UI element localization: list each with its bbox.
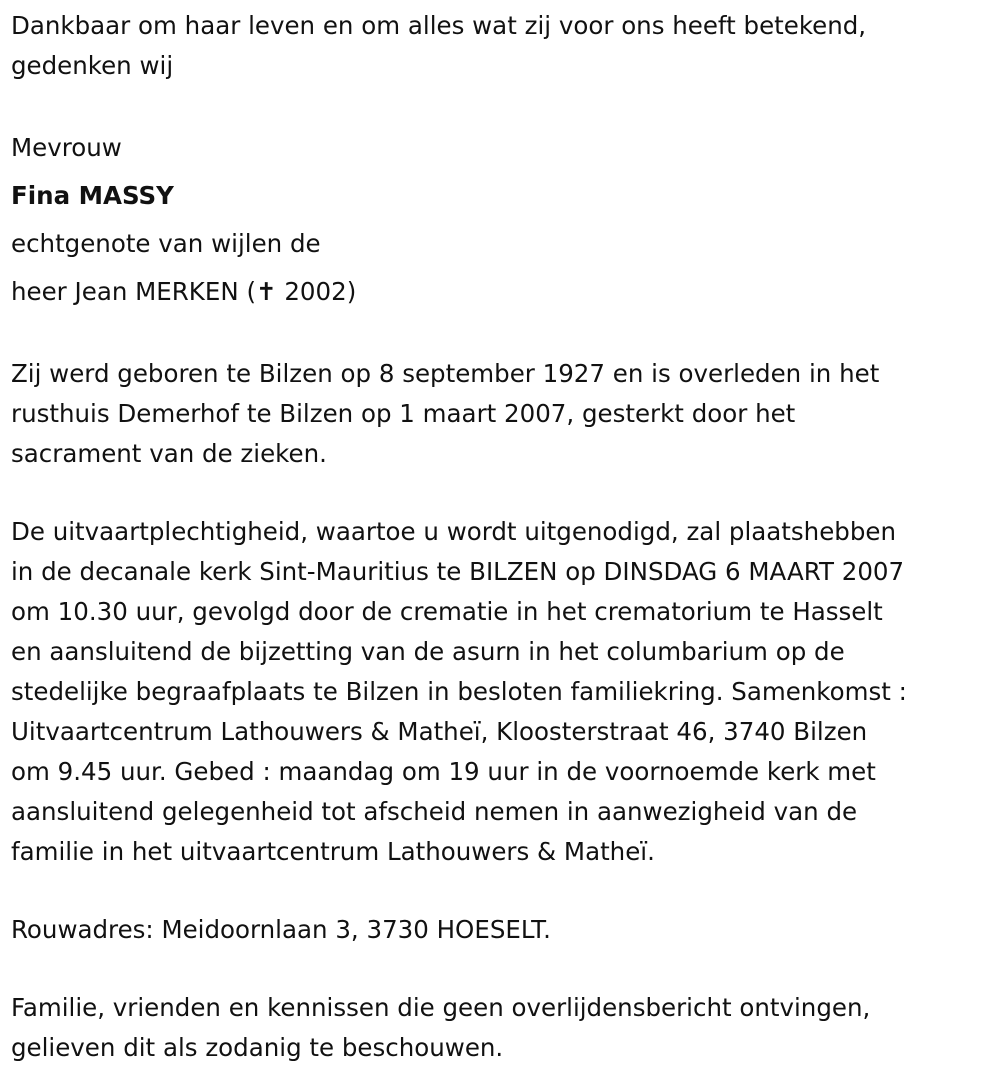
closing-paragraph xyxy=(11,988,993,1068)
intro-line: Dankbaar om haar leven en om alles wat zij voor ons heeft betekend, xyxy=(11,11,867,40)
ceremony-line: Uitvaartcentrum Lathouwers & Matheï, Kloosterstraat 46, 3740 Bilzen xyxy=(11,717,868,746)
relation-line: echtgenote van wijlen de xyxy=(11,229,321,258)
closing-line: gelieven dit als zodanig te beschouwen. xyxy=(11,1033,504,1062)
obituary-document xyxy=(11,6,993,1068)
ceremony-line: en aansluitend de bijzetting van de asurn in het columbarium op de xyxy=(11,637,845,666)
spacer xyxy=(11,316,993,354)
ceremony-line: om 9.45 uur. Gebed : maandag om 19 uur in de voornoemde kerk met xyxy=(11,757,876,786)
spacer xyxy=(11,474,993,512)
closing-line: Familie, vrienden en kennissen die geen overlijdensbericht ontvingen, xyxy=(11,993,871,1022)
intro-paragraph xyxy=(11,6,993,86)
ceremony-line: familie in het uitvaartcentrum Lathouwers & Matheï. xyxy=(11,837,655,866)
ceremony-line: om 10.30 uur, gevolgd door de crematie in het crematorium te Hasselt xyxy=(11,597,883,626)
birth-death-paragraph xyxy=(11,354,993,474)
spacer xyxy=(11,950,993,988)
deceased-block xyxy=(11,124,993,316)
birth-death-line: sacrament van de zieken. xyxy=(11,439,327,468)
spacer xyxy=(11,86,993,124)
honorific: Mevrouw xyxy=(11,133,122,162)
spacer xyxy=(11,872,993,910)
birth-death-line: Zij werd geboren te Bilzen op 8 september 1927 en is overleden in het xyxy=(11,359,880,388)
deceased-name: Fina MASSY xyxy=(11,181,174,210)
ceremony-line: aansluitend gelegenheid tot afscheid nemen in aanwezigheid van de xyxy=(11,797,858,826)
ceremony-line: stedelijke begraafplaats te Bilzen in besloten familiekring. Samenkomst : xyxy=(11,677,907,706)
intro-line: gedenken wij xyxy=(11,51,174,80)
ceremony-line: De uitvaartplechtigheid, waartoe u wordt uitgenodigd, zal plaatshebben xyxy=(11,517,896,546)
ceremony-line: in de decanale kerk Sint-Mauritius te BILZEN op DINSDAG 6 MAART 2007 xyxy=(11,557,905,586)
mourning-address: Rouwadres: Meidoornlaan 3, 3730 HOESELT. xyxy=(11,915,551,944)
birth-death-line: rusthuis Demerhof te Bilzen op 1 maart 2007, gesterkt door het xyxy=(11,399,796,428)
relation-line: heer Jean MERKEN (✝ 2002) xyxy=(11,277,357,306)
address-paragraph xyxy=(11,910,993,950)
ceremony-paragraph xyxy=(11,512,993,872)
